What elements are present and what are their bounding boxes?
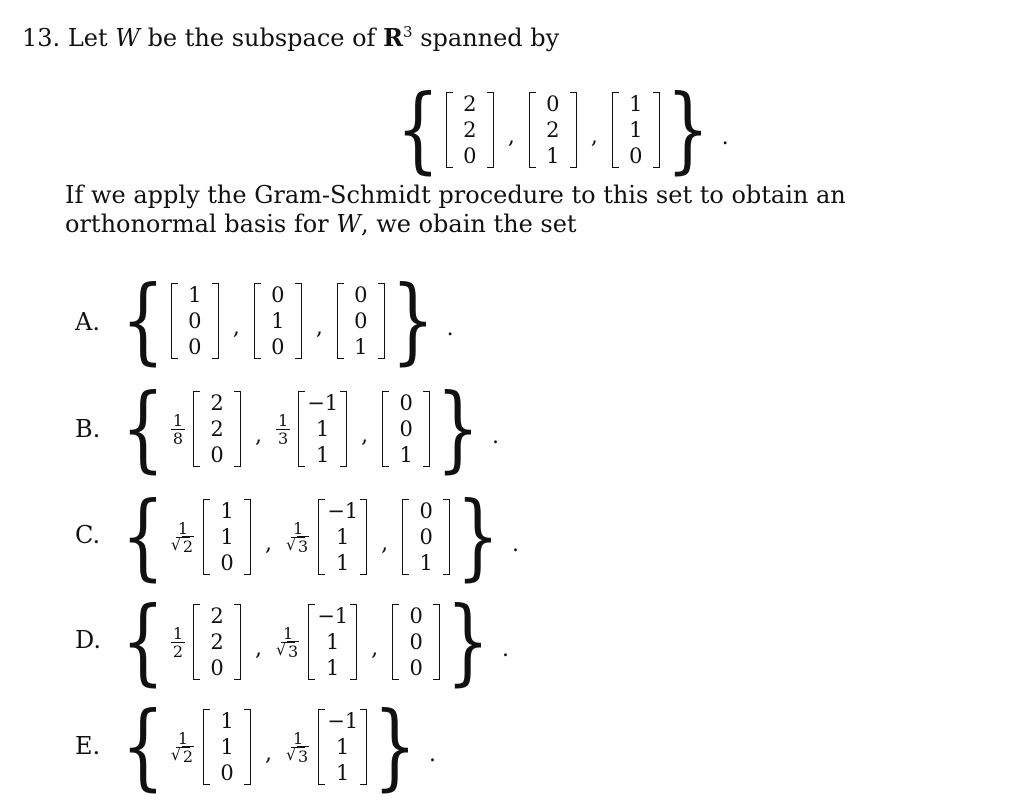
option-e-label[interactable]: E. bbox=[75, 732, 101, 760]
option-b-vector-2: −1 1 1 bbox=[298, 390, 347, 468]
option-c-vector-2: −1 1 1 bbox=[318, 498, 367, 576]
option-e-coef-2: 1 √ 3 bbox=[286, 730, 310, 765]
option-d-vector-3: 0 0 0 bbox=[392, 603, 440, 681]
option-a-label[interactable]: A. bbox=[75, 308, 100, 336]
option-b-coef-1: $\frac{1}{8}$ bbox=[172, 410, 183, 448]
option-d-label[interactable]: D. bbox=[75, 626, 102, 654]
option-b-vector-1: 2 2 0 bbox=[193, 390, 241, 468]
option-d-vector-2: −1 1 1 bbox=[308, 603, 357, 681]
span-vector-1: 2 2 0 bbox=[446, 91, 494, 169]
option-b-vector-3: 0 0 1 bbox=[382, 390, 430, 468]
option-b-coef-2: $\frac{1}{3}$ bbox=[278, 410, 289, 448]
option-c-label[interactable]: C. bbox=[75, 521, 101, 549]
option-d-coef-2: 1 √ 3 bbox=[276, 625, 300, 660]
option-b-label[interactable]: B. bbox=[75, 415, 101, 443]
option-c-set[interactable]: { 1 √ 2 1 1 0 , 1 √ 3 −1 1 1 , 0 0 1 } . bbox=[113, 490, 519, 584]
option-b-set[interactable]: { $\frac{1}{8}$ 2 2 0 , $\frac{1}{3}$ −1 1 1 , 0 0 1 } . bbox=[121, 374, 499, 483]
option-c-vector-3: 0 0 1 bbox=[402, 498, 450, 576]
option-a-vector-3: 0 0 1 bbox=[337, 282, 385, 360]
spanning-set: { 2 2 0 , 0 2 1 , 1 1 0 } . bbox=[396, 75, 729, 184]
option-e-vector-1: 1 1 0 bbox=[203, 708, 251, 786]
option-e-coef-1: 1 √ 2 bbox=[171, 730, 195, 765]
option-d-set[interactable]: { $\frac{1}{2}$ 2 2 0 , 1 √ 3 −1 1 1 , 0 0 0 } . bbox=[113, 595, 509, 689]
option-d-coef-1: $\frac{1}{2}$ bbox=[172, 623, 183, 661]
problem-statement: 13. Let W be the subspace of $R^3$ spanned by bbox=[22, 23, 560, 52]
option-e-vector-2: −1 1 1 bbox=[318, 708, 367, 786]
problem-number: 13. bbox=[22, 24, 61, 52]
option-c-vector-1: 1 1 0 bbox=[203, 498, 251, 576]
span-vector-3: 1 1 0 bbox=[612, 91, 660, 169]
option-a-vector-1: 1 0 0 bbox=[171, 282, 219, 360]
option-d-vector-1: 2 2 0 bbox=[193, 603, 241, 681]
option-c-coef-1: 1 √ 2 bbox=[171, 520, 195, 555]
option-c-coef-2: 1 √ 3 bbox=[286, 520, 310, 555]
option-a-set[interactable]: { 1 0 0 , 0 1 0 , 0 0 1 } . bbox=[121, 266, 454, 375]
instruction-paragraph: If we apply the Gram-Schmidt procedure to this set to obtain an orthonormal basis for W, we obain the set bbox=[65, 181, 846, 238]
option-e-set[interactable]: { 1 √ 2 1 1 0 , 1 √ 3 −1 1 1 } . bbox=[113, 700, 436, 794]
option-a-vector-2: 0 1 0 bbox=[254, 282, 302, 360]
span-vector-2: 0 2 1 bbox=[529, 91, 577, 169]
